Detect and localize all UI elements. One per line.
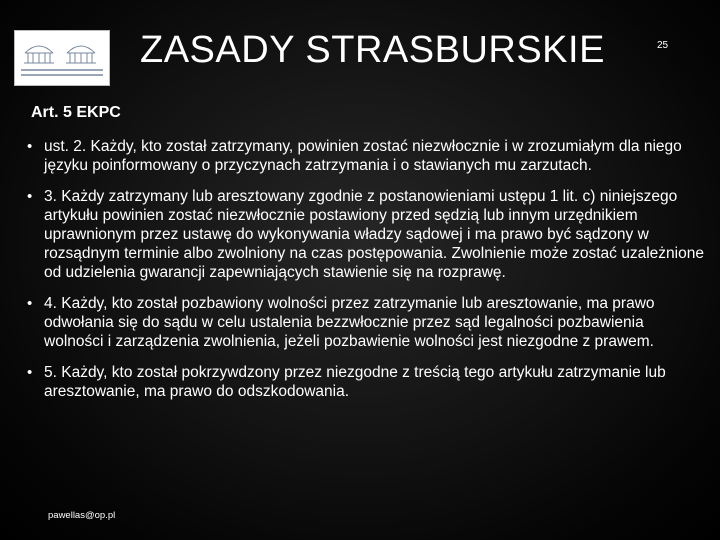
list-item	[27, 187, 707, 282]
court-building-icon	[15, 31, 109, 85]
list-item-text: 5. Każdy, kto został pokrzywdzony przez niezgodne z treścią tego artykułu zatrzymanie lub aresztowanie, ma prawo do odszkodowania.	[44, 364, 666, 400]
list-item	[27, 137, 707, 175]
list-item-text: 3. Każdy zatrzymany lub aresztowany zgodnie z postanowieniami ustępu 1 lit. c) niniejszego artykułu powinien zostać niezwłocznie postawiony przed sędzią lub innym urzędnikiem uprawnionym przez ustawę do wykonywania władzy sądowej i ma prawo być sądzony w rozsądnym terminie albo zwolniony na czas postępowania. Zwolnienie może zostać uzależnione od udzielenia gwarancji zapewniających stawienie się na rozprawę.	[44, 188, 704, 281]
footer-email: pawellas@op.pl	[48, 510, 116, 521]
bullet-icon: •	[27, 138, 33, 155]
bullet-icon: •	[27, 188, 33, 205]
list-item-text: ust. 2. Każdy, kto został zatrzymany, powinien zostać niezwłocznie i w zrozumiałym dla niego języku poinformowany o przyczynach zatrzymania i o stawianych mu zarzutach.	[44, 138, 682, 174]
bullet-list	[27, 137, 707, 413]
list-item	[27, 294, 707, 351]
article-heading: Art. 5 EKPC	[31, 104, 121, 121]
bullet-icon: •	[27, 364, 33, 381]
list-item	[27, 363, 707, 401]
bullet-icon: •	[27, 295, 33, 312]
slide-title: ZASADY STRASBURSKIE	[140, 29, 605, 71]
court-logo	[14, 30, 110, 86]
list-item-text: 4. Każdy, kto został pozbawiony wolności przez zatrzymanie lub aresztowanie, ma prawo odwołania się do sądu w celu ustalenia bezzwłocznie przez sąd legalności pozbawienia wolności i zarządzenia zwolnienia, jeżeli pozbawienie wolności jest niezgodne z prawem.	[44, 295, 655, 350]
slide-number: 25	[657, 40, 669, 51]
